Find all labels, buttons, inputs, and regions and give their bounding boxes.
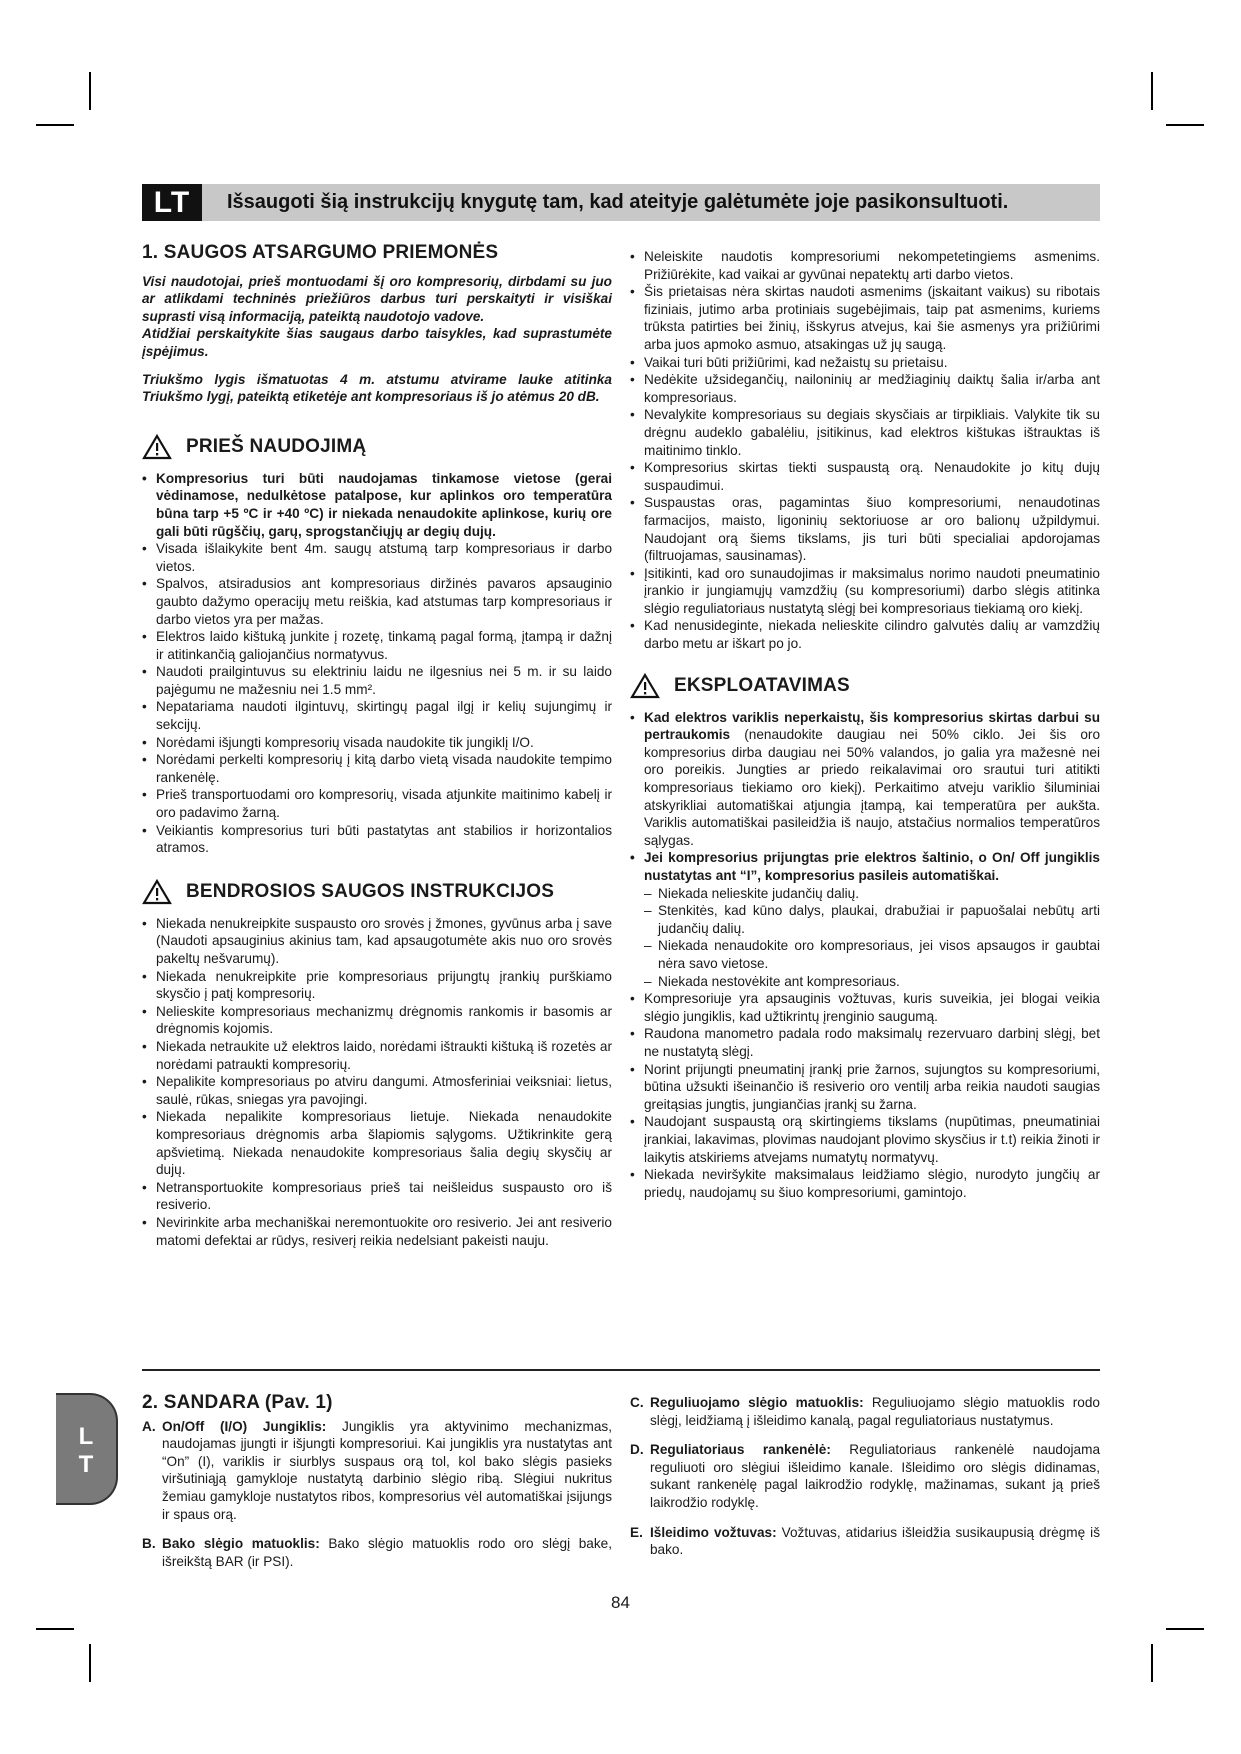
list-item: – Niekada nelieskite judančių dalių. <box>644 885 1100 903</box>
side-tab-letter: L <box>78 1423 94 1450</box>
crop-mark <box>89 1644 91 1682</box>
before-use-list <box>142 470 612 857</box>
list-item: • Niekada nenukreipkite suspausto oro srovės į žmones, gyvūnus arba į save (Naudoti apsauginius akinius tam, kad apsaugotumėte akis nuo oro srovės pakeltų nešvarumų). <box>142 915 612 968</box>
warning-icon <box>142 879 172 905</box>
general-list <box>142 915 612 1249</box>
left-column <box>142 244 612 1249</box>
header-title: Išsaugoti šią instrukcijų knygutę tam, kad ateityje galėtumėte joje pasikonsultuoti. <box>227 191 1009 213</box>
part-name: On/Off (I/O) Jungiklis: <box>162 1418 327 1434</box>
list-item: • Naudoti prailgintuvus su elektriniu laidu ne ilgesnius nei 5 m. ir su laido pajėgumu ne mažesniu nei 1.5 mm². <box>142 663 612 698</box>
before-use-title: PRIEŠ NAUDOJIMĄ <box>186 435 367 457</box>
section2-right <box>630 1394 1100 1559</box>
part-item <box>142 1418 612 1524</box>
section1-intro: Visi naudotojai, prieš montuodami šį oro kompresorių, dirbdami su juo ar atlikdami techninės priežiūros darbus turi perskaityti ir visiškai suprasti visą informaciją, pateiktą naudotojo vadove. <box>142 273 612 324</box>
list-item: • Kad nenusideginte, niekada nelieskite cilindro galvutės dalių ar vamzdžių darbo metu ar iškart po jo. <box>630 617 1100 652</box>
list-item: – Stenkitės, kad kūno dalys, plaukai, drabužiai ir papuošalai nebūtų arti judančių dalių. <box>644 902 1100 937</box>
list-item: • Nedėkite užsidegančių, nailoninių ar medžiaginių daiktų šalia ir/arba ant kompresoriaus. <box>630 371 1100 406</box>
page-number: 84 <box>611 1593 630 1612</box>
list-item: • Raudona manometro padala rodo maksimalų rezervuaro darbinį slėgį, bet ne nustatytą slėgį. <box>630 1025 1100 1060</box>
list-item: • Spalvos, atsiradusios ant kompresoriaus diržinės pavaros apsauginio gaubto dažymo operacijų metu reiškia, kad atstumas tarp kompresoriaus ir darbo vietos yra per mažas. <box>142 575 612 628</box>
operation-list-2 <box>630 990 1100 1201</box>
part-text: Bako slėgio matuoklis rodo oro slėgį bake, išreikštą BAR (ir PSI). <box>162 1536 613 1569</box>
list-item: • Niekada nenukreipkite prie kompresoriaus prijungtų įrankių purškiamo skysčio į patį kompresorių. <box>142 968 612 1003</box>
part-text: Reguliuojamo slėgio matuoklis rodo slėgį, leidžiamą į išleidimo kanalą, pagal reguliatoriaus nustatymus. <box>650 1395 1100 1428</box>
part-letter: D. <box>630 1442 644 1458</box>
language-side-tab <box>56 1393 118 1505</box>
list-item: • Kompresoriuje yra apsauginis vožtuvas, kuris suveikia, jei blogai veikia slėgio jungiklis, kad užtikrintų įrenginio saugumą. <box>630 990 1100 1025</box>
part-item <box>142 1535 612 1570</box>
list-item: • Elektros laido kištuką junkite į rozetę, tinkamą pagal formą, įtampą ir dažnį ir atitinkančią galiojančius normatyvus. <box>142 628 612 663</box>
crop-mark <box>1166 124 1204 126</box>
list-item: • Niekada nepalikite kompresoriaus lietuje. Niekada nenaudokite kompresoriaus drėgnomis arba šlapiomis sąlygoms. Užtikrinkite gerą apšvietimą. Niekada nenaudokite kompresoriaus šalia degių skysčių ar dujų. <box>142 1108 612 1178</box>
section1-intro-2: Atidžiai perskaitykite šias saugaus darbo taisykles, kad suprastumėte įspėjimus. <box>142 326 612 359</box>
general-title: BENDROSIOS SAUGOS INSTRUKCIJOS <box>186 881 555 903</box>
right-column <box>630 248 1100 1201</box>
list-item: • Veikiantis kompresorius turi būti pastatytas ant stabilios ir horizontalios atramos. <box>142 822 612 857</box>
list-item: • Prieš transportuodami oro kompresorių, visada atjunkite maitinimo kabelį ir oro padavimo žarną. <box>142 786 612 821</box>
part-letter: C. <box>630 1395 644 1410</box>
list-item: – Niekada nenaudokite oro kompresoriaus, jei visos apsaugos ir gaubtai nėra savo vietose. <box>644 937 1100 972</box>
list-item: • Neleiskite naudotis kompresoriumi nekompetetingiems asmenims. Prižiūrėkite, kad vaikai ar gyvūnai nepatektų arti darbo vietos. <box>630 248 1100 283</box>
list-item: • Įsitikinti, kad oro sunaudojimas ir maksimalus norimo naudoti pneumatinio įrankio ir jungiamųjų vamzdžių (su kompresoriumi) darbo slėgis atitinka slėgio reguliatoriaus nustatytą slėgį bei kompresoriaus tiekiamą oro kiekį. <box>630 565 1100 618</box>
list-item: • Norėdami išjungti kompresorių visada naudokite tik jungiklį I/O. <box>142 734 612 752</box>
before-use-heading <box>142 434 612 460</box>
part-name: Bako slėgio matuoklis: <box>162 1536 320 1552</box>
crop-mark <box>1151 1644 1153 1682</box>
crop-mark <box>1166 1628 1204 1630</box>
operation-item1-text: (nenaudokite daugiau nei 50% ciklo. Jei šis oro kompresorius dirba daugiau nei 50% valandos, jo galia yra mažesnė nei oro poreikis. Jungties ar priedo reikalavimai oro srautui turi atitikti kompresoriaus tiekiamo oro kiekį). Perkaitimo atveju variklio šiluminiai atskyrikliai automatiškai atjungia įtampą, kai temperatūra per aukšta. Variklis automatiškai pasileidžia iš naujo, atstačius normalios temperatūros sąlygas. <box>644 727 1100 848</box>
parts-list-left <box>142 1418 612 1571</box>
part-letter: A. <box>142 1418 156 1434</box>
operation-list <box>630 709 1100 885</box>
list-item: • Nelieskite kompresoriaus mechanizmų drėgnomis rankomis ir basomis ar drėgnomis kojomis. <box>142 1003 612 1038</box>
operation-heading <box>630 673 1100 699</box>
crop-mark <box>36 1628 74 1630</box>
part-text: Jungiklis yra aktyvinimo mechanizmas, naudojamas įjungti ir išjungti kompresoriui. Kai jungiklis yra nustatytas ant “On” (I), variklis ir siurblys suspaus orą tol, kol bako slėgis pasieks viršutiniąją gamykloje nustatytą darbinio slėgio ribą. Slėgiui nukritus žemiau gamykloje nustatytos ribos, kompresorius vėl automatiškai įsijungs ir spaus orą. <box>162 1418 612 1522</box>
operation-dash-list <box>630 885 1100 991</box>
list-item: • Nepatariama naudoti ilgintuvų, skirtingų pagal ilgį ir kelių sujungimų ir sekcijų. <box>142 698 612 733</box>
list-item: • Kompresorius skirtas tiekti suspaustą orą. Nenaudokite jo kitų dujų suspaudimui. <box>630 459 1100 494</box>
part-letter: E. <box>630 1524 643 1540</box>
list-item: • Norėdami perkelti kompresorių į kitą darbo vietą visada naudokite tempimo rankenėlę. <box>142 751 612 786</box>
part-letter: B. <box>142 1536 156 1552</box>
list-item: • Šis prietaisas nėra skirtas naudoti asmenims (įskaitant vaikus) su ribotais fiziniais, jutimo arba protiniais sugebėjimais, taip pat asmenims, kuriems trūksta patirties bei žinių, išskyrus atvejus, kai šie asmenys yra prižiūrimi arba juos apmoko asmuo, atsakingas už jų saugą. <box>630 283 1100 353</box>
part-name: Reguliuojamo slėgio matuoklis: <box>650 1395 864 1410</box>
list-item: • Netransportuokite kompresoriaus prieš tai neišleidus suspausto oro iš resiverio. <box>142 1179 612 1214</box>
section2-left <box>142 1394 612 1570</box>
list-item: – Niekada nestovėkite ant kompresoriaus. <box>644 973 1100 991</box>
list-item: • Niekada neviršykite maksimalaus leidžiamo slėgio, nurodyto jungčių ar priedų, naudojamų su šiuo kompresoriumi, gamintojo. <box>630 1166 1100 1201</box>
operation-title: EKSPLOATAVIMAS <box>674 674 850 696</box>
part-item <box>630 1394 1100 1429</box>
list-item: • Suspaustas oras, pagamintas šiuo kompresoriumi, nenaudotinas farmacijos, maisto, ligoninių sektoriuose ar oro balionų užpildymui. Naudojant orą šiems tikslams, jis turi būti specialiai apdorojamas (filtruojamas, sausinamas). <box>630 494 1100 564</box>
parts-list-right <box>630 1394 1100 1559</box>
list-item <box>630 709 1100 850</box>
general-heading <box>142 879 612 905</box>
warning-icon <box>142 434 172 460</box>
part-name: Reguliatoriaus rankenėlė: <box>650 1442 831 1458</box>
side-tab-letter: T <box>78 1451 94 1478</box>
part-item <box>630 1524 1100 1559</box>
list-item: • Niekada netraukite už elektros laido, norėdami ištraukti kištuką iš rozetės ar norėdami patraukti kompresorių. <box>142 1038 612 1073</box>
list-item: • Norint prijungti pneumatinį įrankį prie žarnos, sujungtos su kompresoriumi, būtina užsukti išeinančio iš resiverio oro ventilį arba reikia naudoti saugias greitąsias jungtis, jungiančias įrankį su žarna. <box>630 1061 1100 1114</box>
operation-item1-bold: Kad elektros variklis neperkaistų, šis kompresorius skirtas darbui su pertraukomis <box>644 709 1100 743</box>
list-item: • Naudojant suspaustą orą skirtingiems tikslams (nupūtimas, pneumatiniai įrankiai, lakavimas, plovimas naudojant plovimo skysčius ir t.t) reikia žinoti ir laikytis atskiriems atvejams numatytų normatyvų. <box>630 1113 1100 1166</box>
crop-mark <box>1151 72 1153 110</box>
list-item: • Vaikai turi būti prižiūrimi, kad nežaistų su prietaisu. <box>630 354 1100 372</box>
section2-title: 2. SANDARA (Pav. 1) <box>142 1392 333 1413</box>
list-item: • Jei kompresorius prijungtas prie elektros šaltinio, o On/ Off jungiklis nustatytas ant “I”, kompresorius pasileis automatiškai. <box>630 849 1100 884</box>
list-item: • Nepalikite kompresoriaus po atviru dangumi. Atmosferiniai veiksniai: lietus, saulė, rūkas, sniegas yra pavojingi. <box>142 1073 612 1108</box>
list-item: • Kompresorius turi būti naudojamas tinkamose vietose (gerai vėdinamose, nedulkėtose patalpose, kur aplinkos oro temperatūra būna tarp +5 ºC ir +40 ºC) ir niekada nenaudokite aplinkose, kurių ore gali būti rūgščių, garų, sprogstančiųjų ar degių dujų. <box>142 470 612 540</box>
noise-note: Triukšmo lygis išmatuotas 4 m. atstumu atvirame lauke atitinka Triukšmo lygį, pateiktą etiketėje ant kompresoriaus iš jo atėmus 20 dB. <box>142 371 612 405</box>
right-top-list <box>630 248 1100 653</box>
section-divider <box>142 1369 1100 1371</box>
part-text: Reguliatoriaus rankenėlė naudojama reguliuoti oro slėgiui išleidimo kanale. Išleidimo oro slėgis didinamas, sukant rankenėlę pagal laikrodžio rodyklę, mažinamas, sukant ją prieš laikrodžio rodyklę. <box>650 1442 1101 1510</box>
section1-title: 1. SAUGOS ATSARGUMO PRIEMONĖS <box>142 242 499 263</box>
part-item <box>630 1441 1100 1511</box>
list-item: • Visada išlaikykite bent 4m. saugų atstumą tarp kompresoriaus ir darbo vietos. <box>142 540 612 575</box>
crop-mark <box>89 72 91 110</box>
part-name: Išleidimo vožtuvas: <box>650 1524 777 1540</box>
language-code: LT <box>142 184 202 221</box>
warning-icon <box>630 673 660 699</box>
list-item: • Nevalykite kompresoriaus su degiais skysčiais ar tirpikliais. Valykite tik su drėgnu audeklo gabalėliu, įsitikinus, kad elektros kištukas ištrauktas iš maitinimo tinklo. <box>630 406 1100 459</box>
list-item: • Nevirinkite arba mechaniškai neremontuokite oro resiverio. Jei ant resiverio matomi defektai ar rūdys, resiverį reikia nedelsiant pakeisti nauju. <box>142 1214 612 1249</box>
part-text: Vožtuvas, atidarius išleidžia susikaupusią drėgmę iš bako. <box>650 1524 1100 1558</box>
crop-mark <box>36 124 74 126</box>
